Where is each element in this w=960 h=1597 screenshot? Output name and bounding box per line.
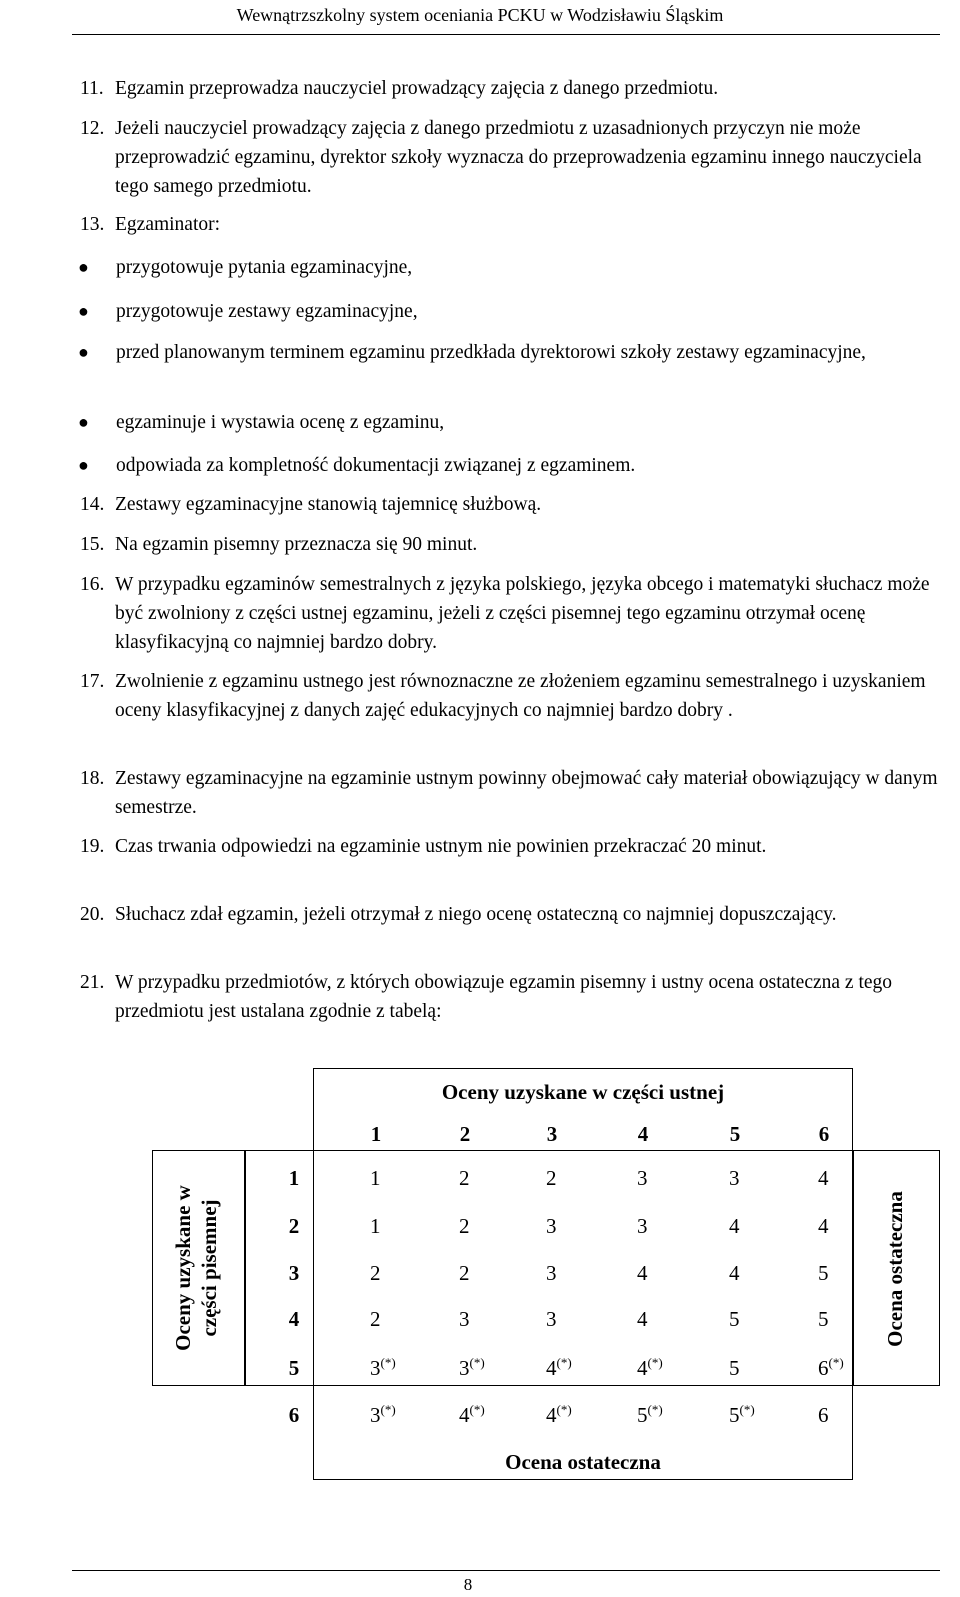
item-text: Zestawy egzaminacyjne stanowią tajemnicę służbową. <box>115 494 542 515</box>
final-grade-cell <box>532 1260 606 1286</box>
final-grade-cell <box>804 1355 878 1381</box>
final-grade-cell <box>623 1165 697 1191</box>
final-grade-footnote-mark: (*) <box>556 1355 572 1370</box>
final-grade-value: 3 <box>370 1356 381 1380</box>
item-number: 19. <box>80 836 105 857</box>
final-grade-value: 3 <box>546 1261 557 1285</box>
final-grade-cell <box>623 1306 697 1332</box>
final-grade-cell <box>532 1402 606 1428</box>
bullet-text: przygotowuje zestawy egzaminacyjne, <box>116 301 418 322</box>
final-grade-cell <box>804 1213 878 1239</box>
final-grade-value: 4 <box>818 1214 829 1238</box>
list-item <box>80 210 940 239</box>
oral-grades-header: Oceny uzyskane w części ustnej <box>441 1080 725 1104</box>
final-grade-cell <box>532 1306 606 1332</box>
final-grade-value: 5 <box>637 1403 648 1427</box>
final-grade-cell <box>356 1165 430 1191</box>
final-grade-cell <box>715 1355 789 1381</box>
final-grade-value: 5 <box>729 1307 740 1331</box>
list-item <box>80 74 940 103</box>
oral-grade-column-header: 6 <box>818 1122 830 1146</box>
oral-grade-column-header: 1 <box>370 1122 382 1146</box>
final-grade-value: 4 <box>729 1261 740 1285</box>
written-grades-header-line2: części pisemnej <box>197 1199 221 1337</box>
list-item <box>80 832 940 861</box>
final-grade-value: 1 <box>370 1166 381 1190</box>
final-grade-cell <box>445 1355 519 1381</box>
final-grade-value: 6 <box>818 1356 829 1380</box>
oral-grade-column-header: 3 <box>546 1122 558 1146</box>
bullet-item <box>78 338 940 367</box>
footer-rule <box>72 1570 940 1571</box>
final-grade-cell <box>715 1306 789 1332</box>
final-grade-cell <box>532 1355 606 1381</box>
list-item <box>80 968 940 1026</box>
final-grade-cell <box>623 1213 697 1239</box>
bullet-item <box>78 451 940 480</box>
final-grade-value: 2 <box>459 1214 470 1238</box>
final-grade-value: 4 <box>637 1356 648 1380</box>
final-grade-value: 4 <box>729 1214 740 1238</box>
item-text: Na egzamin pisemny przeznacza się 90 minut. <box>115 534 478 555</box>
item-text: Słuchacz zdał egzamin, jeżeli otrzymał z niego ocenę ostateczną co najmniej dopuszczający. <box>115 904 837 925</box>
bullet-dot-icon: ● <box>78 455 89 475</box>
final-grade-value: 5 <box>729 1403 740 1427</box>
item-number: 17. <box>80 671 105 692</box>
final-grade-cell <box>356 1402 430 1428</box>
bullet-item <box>78 408 940 437</box>
final-grade-value: 3 <box>370 1403 381 1427</box>
final-grade-value: 2 <box>459 1261 470 1285</box>
final-grade-value: 4 <box>546 1403 557 1427</box>
written-grade-row-header: 5 <box>288 1356 300 1380</box>
final-grade-value: 3 <box>459 1356 470 1380</box>
final-grade-cell <box>445 1260 519 1286</box>
final-grade-cell <box>715 1402 789 1428</box>
final-grade-value: 3 <box>546 1307 557 1331</box>
bullet-dot-icon: ● <box>78 301 89 321</box>
written-grade-row-header: 4 <box>288 1307 300 1331</box>
final-grade-bottom-label: Ocena ostateczna <box>505 1450 661 1474</box>
list-item <box>80 667 940 725</box>
final-grade-value: 5 <box>818 1307 829 1331</box>
final-grade-value: 2 <box>459 1166 470 1190</box>
page-number: 8 <box>463 1575 473 1594</box>
list-item <box>80 900 940 929</box>
list-item <box>80 114 940 201</box>
item-number: 18. <box>80 768 105 789</box>
final-grade-cell <box>623 1260 697 1286</box>
final-grade-value: 5 <box>729 1356 740 1380</box>
item-text: W przypadku przedmiotów, z których obowiązuje egzamin pisemny i ustny ocena ostateczna z tego przedmiotu jest ustalana zgodnie z tabelą: <box>115 972 893 1022</box>
item-text: W przypadku egzaminów semestralnych z języka polskiego, języka obcego i matematyki słuchacz może być zwolniony z części ustnej egzaminu, jeżeli z części pisemnej tego egzaminu otrzymał ocenę klasyfikacyjną co najmniej bardzo dobry. <box>115 574 930 653</box>
written-grades-header <box>170 1150 226 1386</box>
oral-grade-column-header: 5 <box>729 1122 741 1146</box>
final-grade-cell <box>356 1306 430 1332</box>
final-grade-cell <box>532 1213 606 1239</box>
item-number: 20. <box>80 904 105 925</box>
list-item <box>80 530 940 559</box>
final-grade-footnote-mark: (*) <box>647 1402 663 1417</box>
final-grade-cell <box>445 1213 519 1239</box>
final-grade-value: 3 <box>637 1166 648 1190</box>
final-grade-cell <box>623 1355 697 1381</box>
final-grade-cell <box>356 1213 430 1239</box>
final-grade-value: 3 <box>546 1214 557 1238</box>
final-grade-footnote-mark: (*) <box>556 1402 572 1417</box>
final-grade-footnote-mark: (*) <box>469 1402 485 1417</box>
final-grade-value: 1 <box>370 1214 381 1238</box>
list-item <box>80 764 940 822</box>
final-grade-value: 4 <box>546 1356 557 1380</box>
final-grade-value: 2 <box>370 1261 381 1285</box>
final-grade-value: 3 <box>459 1307 470 1331</box>
item-number: 16. <box>80 574 105 595</box>
final-grade-value: 4 <box>637 1261 648 1285</box>
final-grade-cell <box>804 1165 878 1191</box>
final-grade-value: 2 <box>370 1307 381 1331</box>
header-rule <box>72 34 940 35</box>
final-grade-cell <box>715 1165 789 1191</box>
bullet-text: przygotowuje pytania egzaminacyjne, <box>116 257 413 278</box>
final-grade-cell <box>356 1260 430 1286</box>
list-item <box>80 570 940 657</box>
oral-grade-column-header: 4 <box>637 1122 649 1146</box>
final-grade-footnote-mark: (*) <box>828 1355 844 1370</box>
final-grade-side-label: Ocena ostateczna <box>883 1191 907 1347</box>
final-grade-value: 4 <box>818 1166 829 1190</box>
item-text: Zwolnienie z egzaminu ustnego jest równoznaczne ze złożeniem egzaminu semestralnego i uzyskaniem oceny klasyfikacyjnej z danych zajęć edukacyjnych co najmniej bardzo dobry . <box>115 671 926 721</box>
final-grade-cell <box>804 1402 878 1428</box>
final-grade-cell <box>804 1260 878 1286</box>
bullet-text: odpowiada za kompletność dokumentacji związanej z egzaminem. <box>116 455 636 476</box>
final-grade-value: 3 <box>729 1166 740 1190</box>
oral-grade-column-header: 2 <box>459 1122 471 1146</box>
item-number: 15. <box>80 534 105 555</box>
final-grade-value: 3 <box>637 1214 648 1238</box>
final-grade-cell <box>445 1402 519 1428</box>
item-text: Egzamin przeprowadza nauczyciel prowadzący zajęcia z danego przedmiotu. <box>115 78 719 99</box>
final-grade-cell <box>715 1260 789 1286</box>
item-number: 12. <box>80 118 105 139</box>
bullet-item <box>78 253 940 282</box>
final-grade-footnote-mark: (*) <box>380 1402 396 1417</box>
bullet-dot-icon: ● <box>78 342 89 362</box>
item-number: 11. <box>80 78 104 99</box>
item-number: 14. <box>80 494 105 515</box>
item-text: Jeżeli nauczyciel prowadzący zajęcia z danego przedmiotu z uzasadnionych przyczyn nie może przeprowadzić egzaminu, dyrektor szkoły wyznacza do przeprowadzenia egzaminu innego nauczyciela tego samego przedmiotu. <box>115 118 922 197</box>
final-grade-cell <box>715 1213 789 1239</box>
written-grade-row-header: 6 <box>288 1403 300 1427</box>
list-item <box>80 490 940 519</box>
written-grades-header-line1: Oceny uzyskane w <box>171 1185 195 1351</box>
final-grade-cell <box>445 1306 519 1332</box>
written-grade-row-header: 3 <box>288 1261 300 1285</box>
bullet-item <box>78 297 940 326</box>
final-grade-footnote-mark: (*) <box>647 1355 663 1370</box>
final-grade-footnote-mark: (*) <box>739 1402 755 1417</box>
item-text: Czas trwania odpowiedzi na egzaminie ustnym nie powinien przekraczać 20 minut. <box>115 836 767 857</box>
bullet-text: przed planowanym terminem egzaminu przedkłada dyrektorowi szkoły zestawy egzaminacyjne, <box>116 342 866 363</box>
final-grade-footnote-mark: (*) <box>469 1355 485 1370</box>
final-grade-value: 4 <box>637 1307 648 1331</box>
item-text: Egzaminator: <box>115 214 221 235</box>
bullet-text: egzaminuje i wystawia ocenę z egzaminu, <box>116 412 445 433</box>
written-grade-row-header: 2 <box>288 1214 300 1238</box>
item-number: 13. <box>80 214 105 235</box>
final-grade-footnote-mark: (*) <box>380 1355 396 1370</box>
item-text: Zestawy egzaminacyjne na egzaminie ustnym powinny obejmować cały materiał obowiązujący w danym semestrze. <box>115 768 938 818</box>
final-grade-value: 6 <box>818 1403 829 1427</box>
final-grade-value: 4 <box>459 1403 470 1427</box>
written-grade-row-header: 1 <box>288 1166 300 1190</box>
final-grade-value: 5 <box>818 1261 829 1285</box>
final-grade-cell <box>804 1306 878 1332</box>
item-number: 21. <box>80 972 105 993</box>
final-grade-value: 2 <box>546 1166 557 1190</box>
final-grade-cell <box>356 1355 430 1381</box>
final-grade-cell <box>623 1402 697 1428</box>
final-grade-cell <box>532 1165 606 1191</box>
bullet-dot-icon: ● <box>78 412 89 432</box>
final-grade-cell <box>445 1165 519 1191</box>
bullet-dot-icon: ● <box>78 257 89 277</box>
running-header: Wewnątrzszkolny system oceniania PCKU w Wodzisławiu Śląskim <box>236 5 724 25</box>
